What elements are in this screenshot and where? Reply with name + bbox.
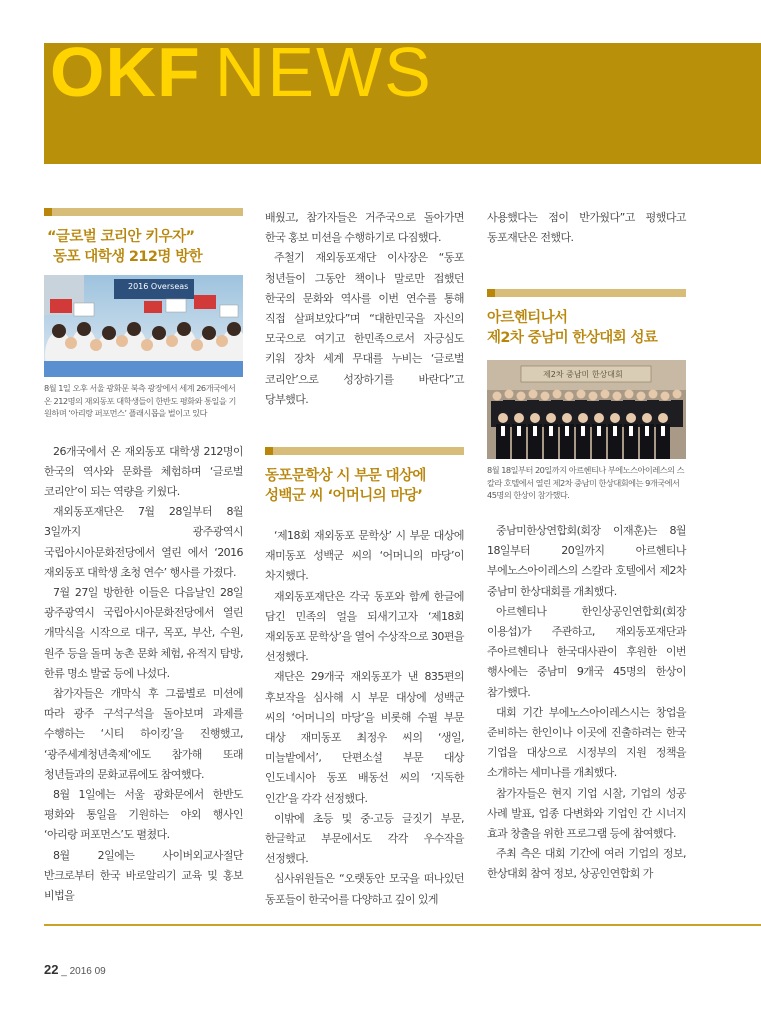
article-headline — [487, 308, 686, 348]
article-headline — [47, 227, 243, 267]
headline-line: 동포 대학생 212명 방한 — [53, 249, 203, 265]
column-2 — [265, 208, 464, 910]
body-paragraph: 7월 27일 방한한 이들은 다음날인 28일 광주광역시 국립아시아문화전당에서 열린 개막식을 시작으로 대구, 목포, 부산, 수원, 원주 등을 돌며 농촌 문화 체험, 유적지 탐방, 한류 명소 발굴 등에 나섰다. — [44, 585, 243, 680]
headline-line: 아르헨티나서 — [487, 310, 568, 327]
body-paragraph: 주철기 재외동포재단 이사장은 “동포 청년들이 그동안 책이나 말로만 접했던 한국의 문화와 역사를 이번 연수를 통해 직접 살펴보았다”며 “대한민국을 자신의 모국으로 여기고 한민족으로서 자긍심도 키워 장차 세계 무대를 누비는 ‘글로벌 코리안’으로 성장하기를 바란다”고 당부했다. — [265, 251, 464, 406]
body-paragraph: 심사위원들은 “오랫동안 모국을 떠나있던 동포들이 한국어를 다양하고 깊이 있게 — [265, 872, 464, 906]
body-paragraph: 재외동포재단은 7월 28일부터 8월 3일까지 광주광역시 국립아시아문화전당에서 열린 에서 ‘2016 재외동포 대학생 초청 연수’ 행사를 가졌다. — [44, 505, 243, 579]
photo-banner-text: 제2차 중남미 한상대회 — [543, 370, 623, 380]
footer-divider — [44, 924, 761, 926]
article-headline — [265, 466, 464, 506]
headline-line: 동포문학상 시 부문 대상에 — [265, 468, 426, 485]
body-paragraph: 참가자들은 현지 기업 시찰, 기업의 성공 사례 발표, 업종 다변화와 기업인 간 시너지 효과 창출을 위한 프로그램 등에 참여했다. — [487, 786, 686, 840]
page-number: 22 — [44, 962, 59, 977]
body-paragraph: 아르헨티나 한인상공인연합회(회장 이용섭)가 주관하고, 재외동포재단과 주아르헨티나 한국대사관이 후원한 이번 행사에는 중남미 9개국 45명의 한상이 참가했다. — [487, 604, 686, 699]
body-paragraph: 중남미한상연합회(회장 이재훈)는 8월 18일부터 20일까지 아르헨티나 부에노스아이레스의 스칼라 호텔에서 제2차 중남미 한상대회를 개최했다. — [487, 523, 686, 598]
magazine-section-title — [50, 33, 433, 111]
column-1 — [44, 208, 243, 906]
issue-date: _ 2016 09 — [61, 966, 106, 977]
body-paragraph: 재외동포재단은 각국 동포와 함께 한글에 담긴 민족의 얼을 되새기고자 ‘제18회 재외동포 문학상’을 열어 수상작으로 30편을 선정했다. — [265, 589, 464, 664]
body-paragraph: 26개국에서 온 재외동포 대학생 212명이 한국의 역사와 문화를 체험하며 ‘글로벌 코리안’이 되는 역량을 키웠다. — [44, 444, 243, 498]
header-banner — [44, 33, 761, 164]
page-footer — [44, 962, 106, 977]
photo-sign-text: 2016 Overseas — [128, 282, 189, 291]
article-rule — [44, 208, 243, 216]
students-photo — [44, 275, 243, 377]
article-rule — [265, 447, 464, 455]
headline-line: “글로벌 코리안 키우자” — [47, 229, 195, 245]
body-paragraph: 재단은 29개국 재외동포가 낸 835편의 후보작을 심사해 시 부문 대상에 성백군 씨의 ‘어머니의 마당’을 비롯해 수필 부문 대상 재미동포 최정우 씨의 ‘생일, 미늘밭에서’, 단편소설 부문 대상 인도네시아 동포 배동선 씨의 ‘지독한 인간’을 각각 선정했다. — [265, 670, 464, 805]
title-light-part: NEWS — [214, 33, 433, 111]
body-paragraph: 8월 1일에는 서울 광화문에서 한반도 평화와 통일을 기원하는 야외 행사인 ‘아리랑 퍼포먼스’도 펼쳤다. — [44, 787, 243, 842]
article-rule — [487, 289, 686, 297]
body-paragraph: ‘제18회 재외동포 문학상’ 시 부문 대상에 재미동포 성백군 씨의 ‘어머니의 마당’이 차지했다. — [265, 529, 464, 583]
headline-line: 제2차 중남미 한상대회 성료 — [487, 330, 658, 347]
conference-photo — [487, 360, 686, 459]
photo-caption: 8월 1일 오후 서울 광화문 북측 광장에서 세계 26개국에서 온 212명의 재외동포 대학생들이 한반도 평화와 통일을 기원하며 ‘아리랑 퍼포먼스’ 플래시몹을 벌이고 있다 — [44, 383, 236, 418]
column-3 — [487, 208, 686, 885]
body-paragraph: 대회 기간 부에노스아이레스시는 창업을 준비하는 한인이나 이곳에 진출하려는 한국 기업을 대상으로 시정부의 지원 정책을 소개하는 세미나를 개최했다. — [487, 705, 686, 780]
body-paragraph: 8월 2일에는 사이버외교사절단 반크로부터 한국 바로알리기 교육 및 홍보 비법을 — [44, 848, 243, 902]
title-bold-part: OKF — [50, 33, 201, 111]
crowd-photo-illustration — [44, 275, 243, 377]
body-paragraph: 사용했다는 점이 반가웠다”고 평했다고 동포재단은 전했다. — [487, 211, 686, 245]
photo-caption: 8월 18일부터 20일까지 아르헨티나 부에노스아이레스의 스칼라 호텔에서 열린 제2차 중남미 한상대회에는 9개국에서 45명의 한상이 참가했다. — [487, 465, 685, 501]
body-paragraph: 주최 측은 대회 기간에 여러 기업의 정보, 한상대회 참여 정보, 상공인연합회 가 — [487, 847, 686, 881]
body-paragraph: 참가자들은 개막식 후 그룹별로 미션에 따라 광주 구석구석을 돌아보며 과제를 수행하는 ‘시티 하이킹’을 진행했고, ‘광주세계청년축제’에도 참가해 또래 청년들과의 문화교류에도 참여했다. — [44, 686, 243, 781]
group-photo-illustration — [487, 360, 686, 459]
body-paragraph: 이밖에 초등 및 중·고등 글짓기 부문, 한글학교 부문에서도 각각 우수작을 선정했다. — [265, 811, 464, 866]
body-paragraph: 배웠고, 참가자들은 거주국으로 돌아가면 한국 홍보 미션을 수행하기로 다짐했다. — [265, 211, 464, 245]
headline-line: 성백군 씨 ‘어머니의 마당’ — [265, 488, 423, 505]
